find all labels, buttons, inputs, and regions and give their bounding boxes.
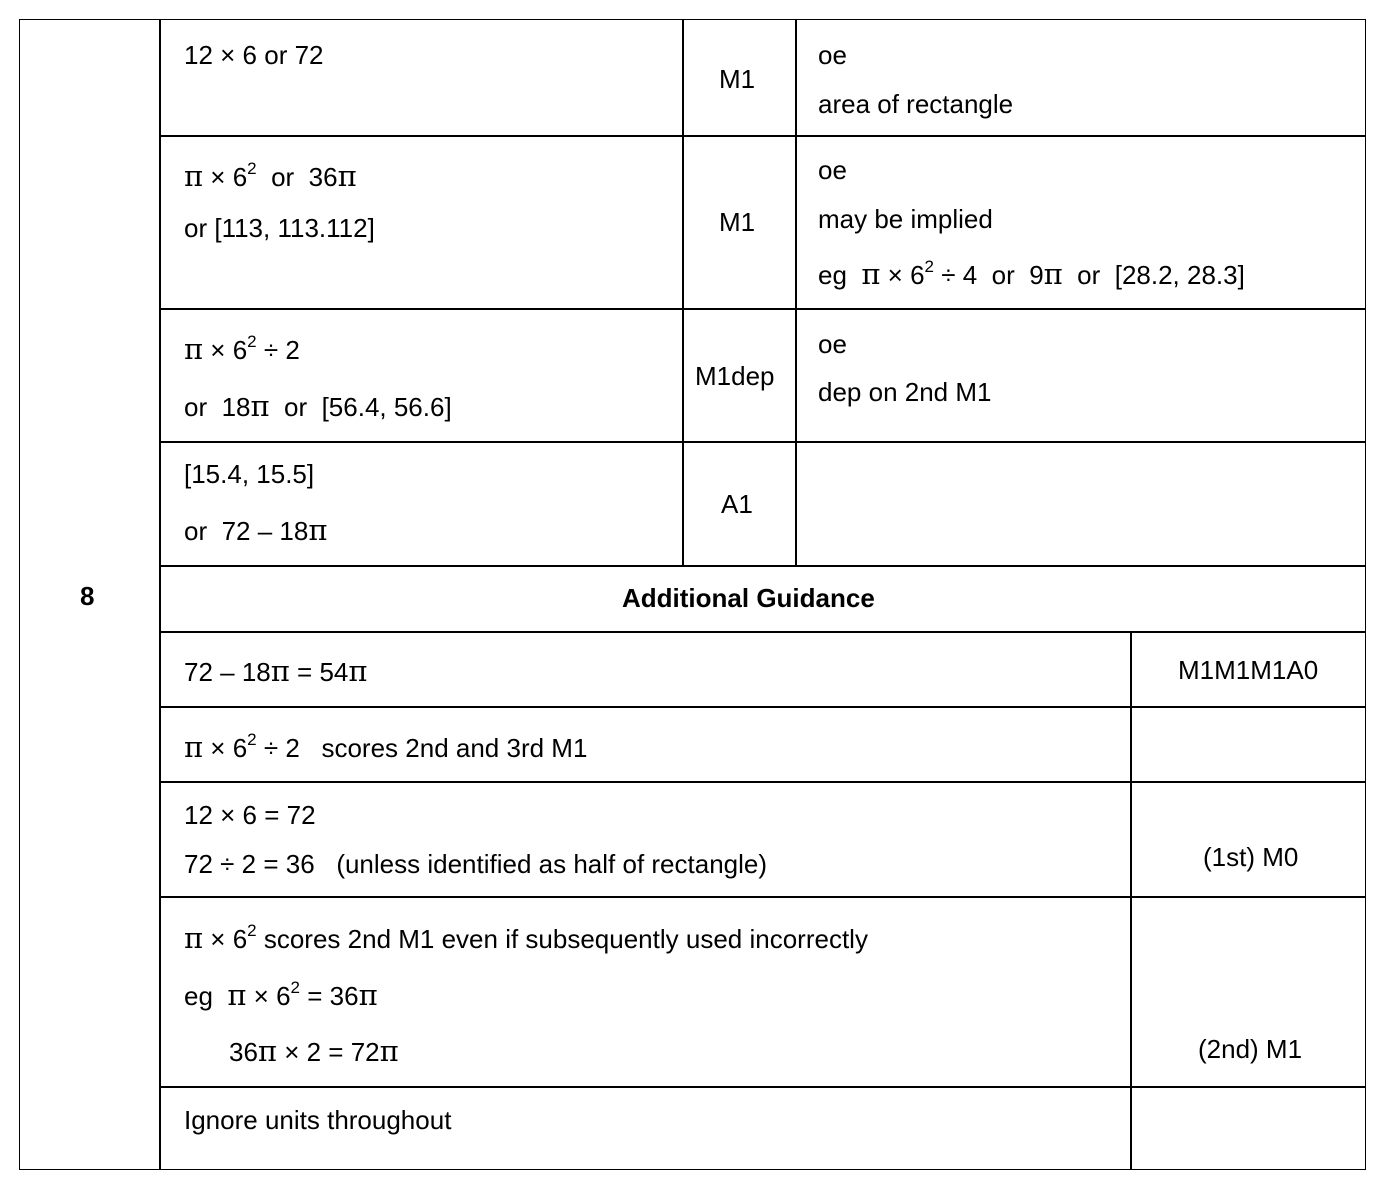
guidance-text: Ignore units throughout — [184, 1105, 452, 1135]
answer-text: $\pi \times 6^2 \div 2$ — [184, 332, 300, 366]
comment-text: dep on 2nd M1 — [818, 377, 992, 407]
question-number: 8 — [80, 581, 95, 611]
mark-code: A1 — [721, 489, 753, 519]
row-divider — [159, 631, 1366, 633]
row-divider — [159, 781, 1366, 783]
guidance-text: 72 ÷ 2 = 36 (unless identified as half of rectangle) — [184, 849, 768, 879]
comment-text: eg $\pi \times 6^2 \div 4$ or 9π or [28.2, 28.3] — [818, 257, 1245, 291]
comment-text: oe — [818, 329, 847, 359]
guidance-text: eg $\pi \times 6^2 = 36\pi$ — [184, 978, 378, 1012]
answer-text: or 18π or [56.4, 56.6] — [184, 389, 452, 423]
mark-code: M1 — [719, 207, 756, 237]
divider-mark-comments — [795, 19, 797, 566]
guidance-text: $\pi \times 6^2$ scores 2nd M1 even if subsequently used incorrectly — [184, 921, 868, 955]
row-divider — [159, 135, 1366, 137]
divider-answer-mark — [682, 19, 684, 566]
divider-guidance-mark — [1130, 631, 1132, 1170]
answer-text: $\pi \times 6^2$ or 36π — [184, 159, 357, 193]
guidance-text: 12 × 6 = 72 — [184, 800, 316, 830]
comment-text: area of rectangle — [818, 89, 1014, 119]
row-divider — [159, 706, 1366, 708]
row-divider — [159, 1086, 1366, 1088]
guidance-mark: (1st) M0 — [1203, 842, 1299, 872]
mark-code: M1 — [719, 64, 756, 94]
guidance-mark: (2nd) M1 — [1198, 1034, 1303, 1064]
guidance-mark: M1M1M1A0 — [1178, 655, 1319, 685]
row-divider — [159, 441, 1366, 443]
row-divider — [159, 565, 1366, 567]
divider-question-column — [159, 19, 161, 1170]
comment-text: oe — [818, 155, 847, 185]
guidance-heading: Additional Guidance — [622, 583, 875, 613]
guidance-text: 72 – 18π = 54π — [184, 654, 368, 688]
comment-text: oe — [818, 40, 847, 70]
answer-text: [15.4, 15.5] — [184, 459, 315, 489]
answer-text: or 72 – 18π — [184, 513, 328, 547]
row-divider — [159, 308, 1366, 310]
answer-text: or [113, 113.112] — [184, 213, 375, 243]
mark-code: M1dep — [695, 361, 775, 391]
comment-text: may be implied — [818, 204, 993, 234]
guidance-text: $\pi \times 6^2 \div 2$ scores 2nd and 3rd M1 — [184, 730, 588, 764]
guidance-text: 36π × 2 = 72π — [229, 1034, 399, 1068]
answer-text: 12 × 6 or 72 — [184, 40, 324, 70]
row-divider — [159, 896, 1366, 898]
